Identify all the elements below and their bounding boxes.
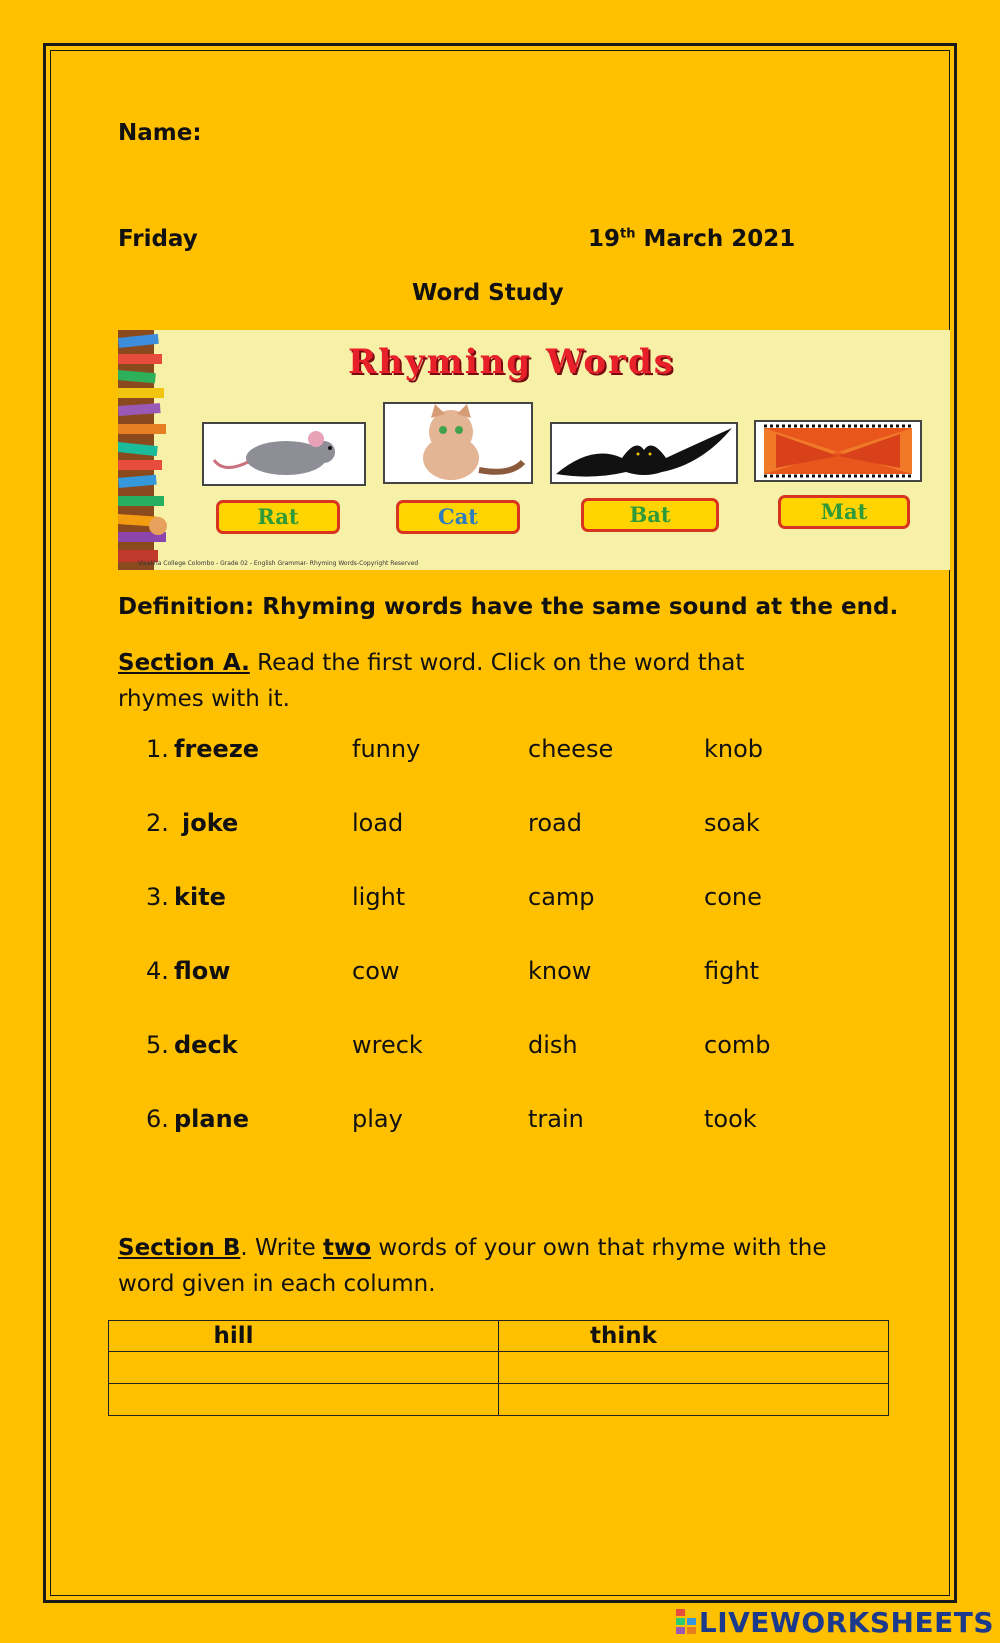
option-cone[interactable]: cone <box>704 883 762 911</box>
definition-text: Definition: Rhyming words have the same sound at the end. <box>118 594 899 620</box>
option-wreck[interactable]: wreck <box>352 1031 423 1059</box>
column-header-hill: hill <box>109 1321 499 1352</box>
section-b-label: Section B <box>118 1235 241 1261</box>
mat-icon <box>756 422 920 480</box>
liveworksheets-logo: LIVEWORKSHEETS <box>676 1606 994 1639</box>
question-row-2: 2. joke load road soak <box>146 809 760 837</box>
liveworksheets-icon <box>676 1609 696 1635</box>
target-word: joke <box>182 809 239 837</box>
target-word: plane <box>174 1105 249 1133</box>
option-load[interactable]: load <box>352 809 404 837</box>
bat-icon <box>552 424 736 482</box>
cat-picture <box>383 402 533 484</box>
bat-picture <box>550 422 738 484</box>
option-light[interactable]: light <box>352 883 406 911</box>
rat-picture <box>202 422 366 486</box>
option-comb[interactable]: comb <box>704 1031 771 1059</box>
day-label: Friday <box>118 226 198 252</box>
option-funny[interactable]: funny <box>352 735 421 763</box>
option-knob[interactable]: knob <box>704 735 764 763</box>
target-word: flow <box>174 957 231 985</box>
books-stack-icon <box>118 330 180 570</box>
question-row-1: 1. freeze funny cheese knob <box>146 735 764 763</box>
question-row-5: 5. deck wreck dish comb <box>146 1031 771 1059</box>
word-button-mat: Mat <box>778 495 910 529</box>
option-soak[interactable]: soak <box>704 809 760 837</box>
option-dish[interactable]: dish <box>528 1031 578 1059</box>
date-label: 19th March 2021 <box>588 226 796 252</box>
target-word: freeze <box>174 735 260 763</box>
option-cow[interactable]: cow <box>352 957 400 985</box>
answer-cell[interactable] <box>109 1384 499 1416</box>
word-button-bat: Bat <box>581 498 719 532</box>
target-word: deck <box>174 1031 238 1059</box>
answer-cell[interactable] <box>499 1352 889 1384</box>
page-title: Word Study <box>412 280 564 306</box>
word-button-cat: Cat <box>396 500 520 534</box>
banner-copyright: Visakha College Colombo - Grade 02 - English Grammar- Rhyming Words-Copyright Reserved <box>138 560 419 567</box>
option-train[interactable]: train <box>528 1105 584 1133</box>
answer-cell[interactable] <box>499 1384 889 1416</box>
word-button-rat: Rat <box>216 500 340 534</box>
column-header-think: think <box>499 1321 889 1352</box>
rat-icon <box>204 424 364 484</box>
rhyme-answer-table <box>108 1320 889 1416</box>
section-a-label: Section A. <box>118 650 250 676</box>
mat-picture <box>754 420 922 482</box>
section-a-instructions: Section A. Read the first word. Click on the word that rhymes with it. <box>118 650 745 712</box>
target-word: kite <box>174 883 226 911</box>
cat-icon <box>385 404 531 482</box>
question-row-6: 6. plane play train took <box>146 1105 757 1133</box>
question-row-4: 4. flow cow know fight <box>146 957 759 985</box>
option-know[interactable]: know <box>528 957 592 985</box>
answer-cell[interactable] <box>109 1352 499 1384</box>
banner-title: Rhyming Words <box>348 342 675 382</box>
option-play[interactable]: play <box>352 1105 403 1133</box>
option-took[interactable]: took <box>704 1105 757 1133</box>
rhyming-words-banner <box>118 330 950 570</box>
option-camp[interactable]: camp <box>528 883 595 911</box>
section-b-instructions: Section B. Write two words of your own that rhyme with the word given in each column. <box>118 1235 827 1297</box>
option-cheese[interactable]: cheese <box>528 735 614 763</box>
option-fight[interactable]: fight <box>704 957 759 985</box>
question-row-3: 3. kite light camp cone <box>146 883 762 911</box>
name-label: Name: <box>118 120 202 146</box>
option-road[interactable]: road <box>528 809 582 837</box>
